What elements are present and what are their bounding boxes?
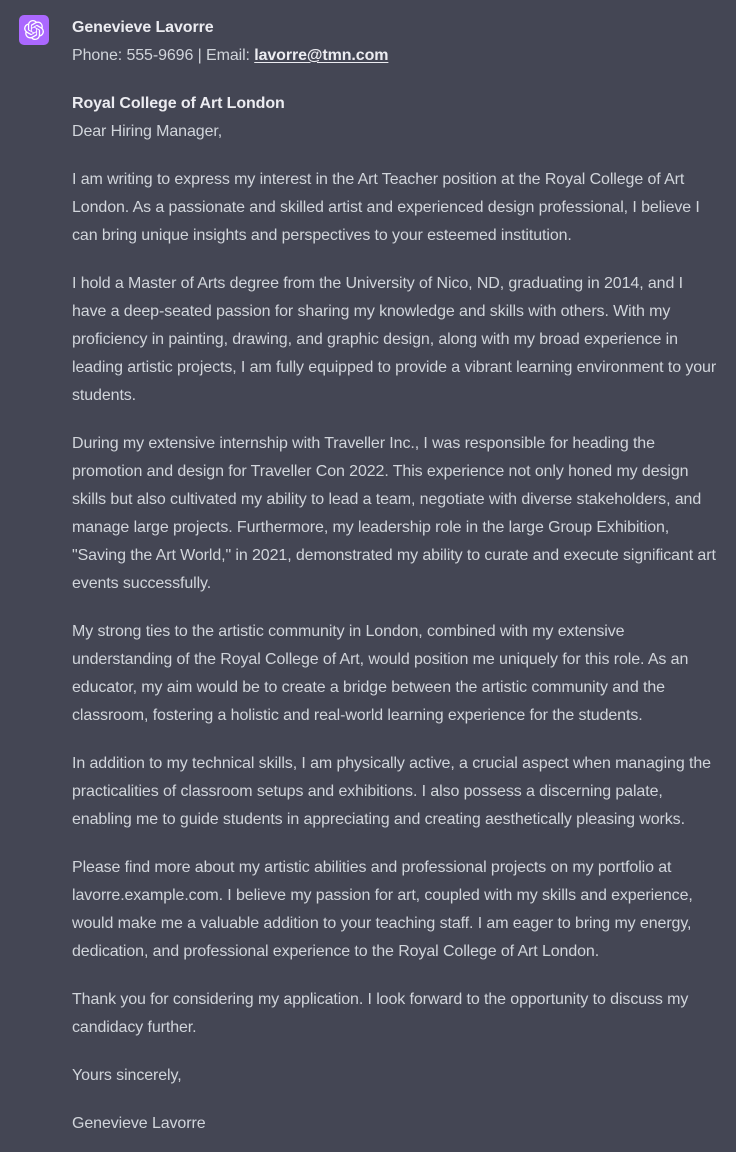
contact-header xyxy=(72,14,721,70)
sender-name: Genevieve Lavorre xyxy=(72,19,214,36)
letter-paragraph-5: In addition to my technical skills, I am physically active, a crucial aspect when managing the practicalities of classroom setups and exhibitions. I also possess a discerning palate, enabling me to guide students in appreciating and creating aesthetically pleasing works. xyxy=(72,755,711,828)
recipient-block xyxy=(72,90,721,146)
contact-line xyxy=(72,47,388,64)
letter-paragraph-2: I hold a Master of Arts degree from the University of Nico, ND, graduating in 2014, and I have a deep-seated passion for sharing my knowledge and skills with others. With my proficiency in painting, drawing, and graphic design, along with my broad experience in leading artistic projects, I am fully equipped to provide a vibrant learning environment to your students. xyxy=(72,275,717,404)
email-link[interactable]: lavorre@tmn.com xyxy=(254,47,389,64)
salutation: Dear Hiring Manager, xyxy=(72,123,223,140)
openai-logo-icon xyxy=(24,20,44,40)
message-content xyxy=(72,14,721,1138)
letter-paragraph-6: Please find more about my artistic abilities and professional projects on my portfolio at lavorre.example.com. I believe my passion for art, coupled with my skills and experience, would make me a valuable addition to your teaching staff. I am eager to bring my energy, dedication, and professional experience to the Royal College of Art London. xyxy=(72,859,693,960)
letter-closing: Yours sincerely, xyxy=(72,1067,182,1084)
recipient-name: Royal College of Art London xyxy=(72,95,285,112)
letter-paragraph-1: I am writing to express my interest in the Art Teacher position at the Royal College of Art London. As a passionate and skilled artist and experienced design professional, I believe I can bring unique insights and perspectives to your esteemed institution. xyxy=(72,171,700,244)
letter-paragraph-4: My strong ties to the artistic community in London, combined with my extensive understanding of the Royal College of Art, would position me uniquely for this role. As an educator, my aim would be to create a bridge between the artistic community and the classroom, fostering a holistic and real-world learning experience for the students. xyxy=(72,623,689,724)
contact-prefix: Phone: 555-9696 | Email: xyxy=(72,47,255,64)
letter-signature: Genevieve Lavorre xyxy=(72,1115,206,1132)
letter-paragraph-7: Thank you for considering my application. I look forward to the opportunity to discuss my candidacy further. xyxy=(72,991,689,1036)
assistant-avatar xyxy=(19,15,49,45)
letter-paragraph-3: During my extensive internship with Traveller Inc., I was responsible for heading the promotion and design for Traveller Con 2022. This experience not only honed my design skills but also cultivated my ability to lead a team, negotiate with diverse stakeholders, and manage large projects. Furthermore, my leadership role in the large Group Exhibition, "Saving the Art World," in 2021, demonstrated my ability to curate and execute significant art events successfully. xyxy=(72,435,716,592)
